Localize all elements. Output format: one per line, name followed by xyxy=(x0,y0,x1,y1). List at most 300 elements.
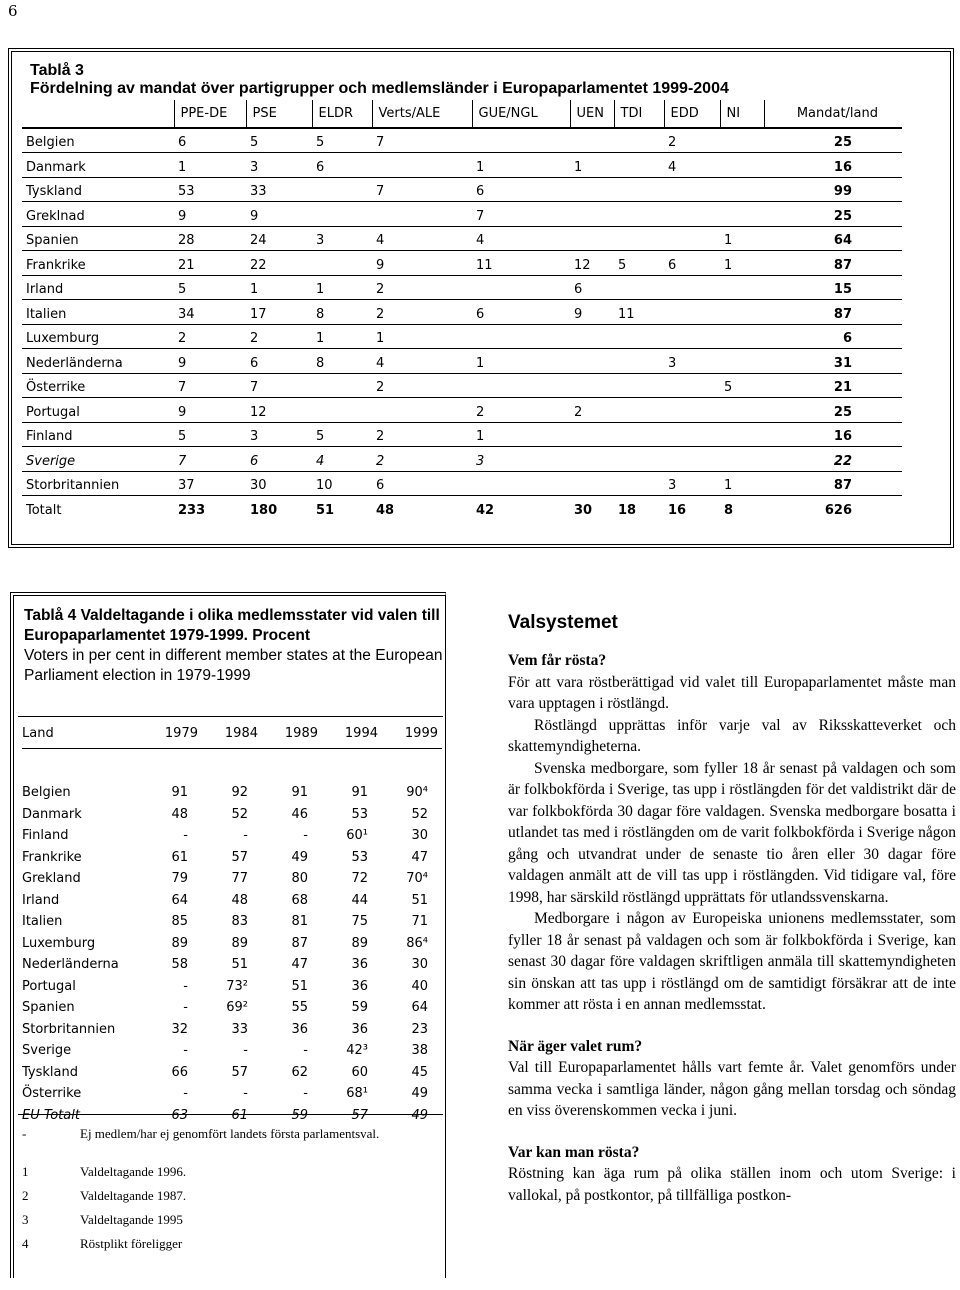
table3-cell xyxy=(570,349,614,374)
table3-cell xyxy=(570,471,614,496)
table3-cell: 22 xyxy=(764,447,902,472)
table3-cell: 5 xyxy=(174,275,246,300)
table3-cell: 6 xyxy=(472,177,570,202)
table3-row xyxy=(22,275,902,300)
table3-cell xyxy=(614,153,664,178)
table4-cell: 86⁴ xyxy=(406,935,428,951)
table4-country: Nederländerna xyxy=(22,957,119,973)
table4-cell: 59 xyxy=(291,1107,308,1123)
table4-country: Belgien xyxy=(22,785,71,801)
table3-cell: 4 xyxy=(472,226,570,251)
table3-cell xyxy=(720,447,764,472)
table3-col-header: UEN xyxy=(570,100,614,128)
table3-cell xyxy=(614,349,664,374)
table3-cell xyxy=(664,300,720,325)
table3-cell: 6 xyxy=(570,275,614,300)
table3-cell: 7 xyxy=(174,447,246,472)
table3-country: Spanien xyxy=(22,226,174,251)
table3-cell: 64 xyxy=(764,226,902,251)
table3-cell: 1 xyxy=(472,422,570,447)
table3-cell: 1 xyxy=(174,153,246,178)
table3-cell: 12 xyxy=(246,398,312,423)
table3-cell: 9 xyxy=(174,202,246,227)
table3-cell xyxy=(720,422,764,447)
table4-cell: 59 xyxy=(351,1000,368,1016)
table4-cell: 91 xyxy=(351,785,368,801)
table4-row xyxy=(22,976,442,998)
table4-cell: 63 xyxy=(171,1107,188,1123)
table3-cell: 34 xyxy=(174,300,246,325)
table4-cell: 60¹ xyxy=(346,828,368,844)
table4-note xyxy=(22,1164,442,1180)
table3-cell: 5 xyxy=(720,373,764,398)
table3-cell: 233 xyxy=(178,503,206,518)
table3-cell xyxy=(664,226,720,251)
table4-title xyxy=(24,606,444,686)
table3-cell xyxy=(614,275,664,300)
table3-col-header: PSE xyxy=(246,100,312,128)
table3-cell: 87 xyxy=(764,300,902,325)
table4-country: Portugal xyxy=(22,978,76,994)
table4-row xyxy=(22,1083,442,1105)
table4-cell: 61 xyxy=(231,1107,248,1123)
table3-cell xyxy=(472,128,570,153)
table4-country: Danmark xyxy=(22,806,82,822)
table4-cell: - xyxy=(243,1043,248,1059)
table3-cell xyxy=(372,153,472,178)
table3-cell xyxy=(570,226,614,251)
table3-label: Tablå 3 xyxy=(30,62,84,79)
table3-cell: 10 xyxy=(312,471,372,496)
table3-cell xyxy=(720,128,764,153)
table3-cell: 1 xyxy=(570,153,614,178)
table3-cell: 16 xyxy=(764,153,902,178)
table4-cell: - xyxy=(243,828,248,844)
table4-spacer xyxy=(22,748,442,782)
table3-cell: 1 xyxy=(246,275,312,300)
table3-row xyxy=(22,373,902,398)
table4-cell: 47 xyxy=(411,849,428,865)
question-when: När äger valet rum? xyxy=(508,1037,643,1055)
table4-turnout xyxy=(22,720,442,1126)
table4-row xyxy=(22,1040,442,1062)
paragraph-5: Val till Europaparlamentet hålls vart femte år. Valet genomförs under samma vecka i samtliga länder, någon gång mellan torsdag och söndag en viss överenskommen vecka i juni. xyxy=(508,1059,956,1119)
table3-cell: 9 xyxy=(174,398,246,423)
table4-cell: - xyxy=(243,1086,248,1102)
table3-cell: 21 xyxy=(764,373,902,398)
section-body xyxy=(508,650,956,1206)
note-marker: - xyxy=(22,1126,27,1141)
table4-note xyxy=(22,1236,442,1252)
table4-cell: 85 xyxy=(171,914,188,930)
table3-cell: 7 xyxy=(246,373,312,398)
table3-row xyxy=(22,202,902,227)
table3-country: Belgien xyxy=(22,128,174,153)
table3-cell xyxy=(570,177,614,202)
table4-cell: 42³ xyxy=(346,1043,368,1059)
table4-cell: 49 xyxy=(411,1107,428,1123)
table3-cell xyxy=(664,324,720,349)
table3-cell: 21 xyxy=(174,251,246,276)
table3-cell: 626 xyxy=(824,503,852,518)
table3-cell: 3 xyxy=(664,349,720,374)
table3-cell: 2 xyxy=(472,398,570,423)
table4-cell: 36 xyxy=(291,1021,308,1037)
table4-col-header: 1979 xyxy=(142,720,202,748)
table3-cell xyxy=(570,324,614,349)
paragraph-2: Röstlängd upprättas inför varje val av Riksskatteverket och skattemyndigheterna. xyxy=(508,716,956,755)
table4-cell: 89 xyxy=(171,935,188,951)
table4-cell: 49 xyxy=(411,1086,428,1102)
table4-cell: 52 xyxy=(231,806,248,822)
table4-cell: - xyxy=(303,1043,308,1059)
note-marker: 1 xyxy=(22,1164,29,1179)
table4-cell: 58 xyxy=(171,957,188,973)
table4-country: Spanien xyxy=(22,1000,75,1016)
table4-cell: 23 xyxy=(411,1021,428,1037)
table4-cell: - xyxy=(183,1043,188,1059)
table3-cell: 25 xyxy=(764,398,902,423)
table3-cell: 30 xyxy=(574,503,593,518)
table3-cell: 2 xyxy=(372,275,472,300)
table3-cell xyxy=(664,373,720,398)
table4-col-header: Land xyxy=(22,720,142,748)
note-text: Valdeltagande 1996. xyxy=(80,1164,187,1179)
table4-cell: 79 xyxy=(171,871,188,887)
table4-country: Storbritannien xyxy=(22,1021,116,1037)
note-marker: 4 xyxy=(22,1236,29,1251)
table3-cell: 16 xyxy=(764,422,902,447)
table3-cell xyxy=(570,373,614,398)
table4-row xyxy=(22,954,442,976)
table3-country: Finland xyxy=(22,422,174,447)
table4-cell: 57 xyxy=(231,849,248,865)
table3-cell xyxy=(614,422,664,447)
table3-cell xyxy=(720,300,764,325)
table3-cell: 6 xyxy=(764,324,902,349)
note-text: Ej medlem/har ej genomfört landets första parlamentsval. xyxy=(80,1126,380,1141)
table3-cell xyxy=(614,226,664,251)
table3-cell: 2 xyxy=(664,128,720,153)
table4-cell: 57 xyxy=(351,1107,368,1123)
table3-cell: 3 xyxy=(246,422,312,447)
table3-cell xyxy=(614,447,664,472)
paragraph-4: Medborgare i någon av Europeiska unionens medlemsstater, som fyller 18 år senast på valdagen och som är folkbokförda i Sverige, kan senast 30 dagar före valdagen skriftligen anmäla till skattemyndigheten sin önskan att tas upp i röstlängd om de samtidigt försäkrar att de inte kommer att rösta i en annan medlemsstat. xyxy=(508,910,956,1013)
table4-cell: 36 xyxy=(351,978,368,994)
table3-cell xyxy=(720,275,764,300)
table4-cell: 64 xyxy=(411,1000,428,1016)
table3-cell xyxy=(720,177,764,202)
table4-cell: 30 xyxy=(411,828,428,844)
table3-cell: 6 xyxy=(174,128,246,153)
table4-cell: 60 xyxy=(351,1064,368,1080)
table3-country: Sverige xyxy=(22,447,174,472)
table3-cell: 8 xyxy=(312,349,372,374)
table3-col-header: ELDR xyxy=(312,100,372,128)
table3-cell xyxy=(614,128,664,153)
table3-country: Frankrike xyxy=(22,251,174,276)
table3-col-header: TDI xyxy=(614,100,664,128)
table3-cell xyxy=(720,153,764,178)
table3-cell: 4 xyxy=(312,447,372,472)
section-heading: Valsystemet xyxy=(508,612,618,633)
table3-cell xyxy=(372,398,472,423)
paragraph-1: För att vara röstberättigad vid valet till Europaparlamentet måste man vara upptagen i röstlängd. xyxy=(508,673,956,712)
table3-cell: 1 xyxy=(720,471,764,496)
table4-cell: 68¹ xyxy=(346,1086,368,1102)
table4-cell: - xyxy=(183,1086,188,1102)
table4-country: EU Totalt xyxy=(22,1107,80,1123)
table3-cell: 7 xyxy=(372,177,472,202)
table3-cell: 37 xyxy=(174,471,246,496)
table3-cell: 3 xyxy=(246,153,312,178)
table3-cell: 5 xyxy=(246,128,312,153)
table3-cell: 8 xyxy=(724,503,734,518)
table3-row xyxy=(22,496,902,521)
table3-cell xyxy=(720,324,764,349)
table4-cell: 69² xyxy=(226,1000,248,1016)
table3-row xyxy=(22,447,902,472)
table3-cell xyxy=(570,447,614,472)
note-marker: 3 xyxy=(22,1212,29,1227)
table3-cell: 12 xyxy=(570,251,614,276)
table4-cell: 89 xyxy=(231,935,248,951)
table3-country: Danmark xyxy=(22,153,174,178)
table4-cell: 52 xyxy=(411,806,428,822)
table3-country: Nederländerna xyxy=(22,349,174,374)
table4-row xyxy=(22,782,442,804)
table4-cell: 51 xyxy=(291,978,308,994)
table3-cell: 9 xyxy=(174,349,246,374)
table4-cell: 72 xyxy=(351,871,368,887)
table3-row xyxy=(22,471,902,496)
table4-col-header: 1989 xyxy=(262,720,322,748)
table3-col-header: Mandat/land xyxy=(764,100,902,128)
table4-cell: 73² xyxy=(226,978,248,994)
table4-note xyxy=(22,1212,442,1228)
table3-cell xyxy=(664,398,720,423)
table3-cell: 6 xyxy=(472,300,570,325)
table4-cell: 70⁴ xyxy=(406,871,428,887)
table3-cell: 51 xyxy=(316,503,335,518)
table3-col-header: EDD xyxy=(664,100,720,128)
table3-cell xyxy=(664,447,720,472)
table3-row xyxy=(22,324,902,349)
table3-cell: 5 xyxy=(174,422,246,447)
table3-cell: 16 xyxy=(668,503,687,518)
table3-cell: 2 xyxy=(372,300,472,325)
table4-row xyxy=(22,997,442,1019)
table3-cell: 1 xyxy=(720,251,764,276)
table3-cell: 11 xyxy=(614,300,664,325)
table3-cell xyxy=(570,128,614,153)
table3-cell: 2 xyxy=(372,447,472,472)
table4-cell: 61 xyxy=(171,849,188,865)
table3-cell xyxy=(664,202,720,227)
table3-cell: 8 xyxy=(312,300,372,325)
table4-cell: 51 xyxy=(231,957,248,973)
table4-cell: - xyxy=(183,828,188,844)
table4-row xyxy=(22,804,442,826)
table4-cell: - xyxy=(183,978,188,994)
note-text: Valdeltagande 1987. xyxy=(80,1188,187,1203)
note-text: Valdeltagande 1995 xyxy=(80,1212,183,1227)
table3-country: Portugal xyxy=(22,398,174,423)
table4-country: Frankrike xyxy=(22,849,82,865)
table4-divider xyxy=(18,716,443,717)
table4-cell: 53 xyxy=(351,806,368,822)
table3-cell: 1 xyxy=(312,324,372,349)
table3-cell: 6 xyxy=(664,251,720,276)
table3-cell xyxy=(472,373,570,398)
table4-row xyxy=(22,890,442,912)
table3-col-header: Verts/ALE xyxy=(372,100,472,128)
table3-country: Totalt xyxy=(26,503,62,518)
table3-cell xyxy=(570,422,614,447)
table3-cell: 6 xyxy=(246,349,312,374)
table3-cell: 48 xyxy=(376,503,395,518)
table3-cell: 22 xyxy=(246,251,312,276)
table3-cell xyxy=(614,202,664,227)
table4-cell: 92 xyxy=(231,785,248,801)
table4-title-english: Voters in per cent in different member states at the European Parliament election in 1979-1999 xyxy=(24,647,443,684)
table4-row xyxy=(22,847,442,869)
table3-row xyxy=(22,251,902,276)
table3-cell: 15 xyxy=(764,275,902,300)
table3-cell: 87 xyxy=(764,251,902,276)
table3-country: Irland xyxy=(22,275,174,300)
table4-note xyxy=(22,1126,442,1142)
table3-cell: 30 xyxy=(246,471,312,496)
table4-cell: 75 xyxy=(351,914,368,930)
table4-cell: 91 xyxy=(291,785,308,801)
table4-cell: 87 xyxy=(291,935,308,951)
table3-cell: 7 xyxy=(372,128,472,153)
table4-row xyxy=(22,1105,442,1127)
table4-cell: 30 xyxy=(411,957,428,973)
table4-cell: 36 xyxy=(351,1021,368,1037)
table3-cell: 3 xyxy=(472,447,570,472)
table4-cell: 45 xyxy=(411,1064,428,1080)
table3-cell: 2 xyxy=(372,373,472,398)
table4-country: Grekland xyxy=(22,871,81,887)
table3-row xyxy=(22,398,902,423)
table3-cell xyxy=(472,275,570,300)
table4-cell: 66 xyxy=(171,1064,188,1080)
table3-cell: 1 xyxy=(472,349,570,374)
table3-cell: 4 xyxy=(372,349,472,374)
table4-col-header: 1994 xyxy=(322,720,382,748)
table4-row xyxy=(22,933,442,955)
table3-country: Tyskland xyxy=(22,177,174,202)
table3-cell: 9 xyxy=(246,202,312,227)
table3-cell: 18 xyxy=(618,503,637,518)
table3-cell xyxy=(614,398,664,423)
paragraph-3: Svenska medborgare, som fyller 18 år senast på valdagen och som är folkbokförda i Sverige, tas upp i röstlängden för det valdistrikt där de var folkbokförda 30 dagar före valdagen. Svenska medborgare bosatta i utlandet tas med i röstlängden om de varit folkbokförda i Sverige någon gång och utvandrat under de senaste tio åren eller 30 dagar före valdagen anmält att de vill tas upp i röstlängden. Vid tidigare val, före 1998, har särskild röstlängd upprättats för utlandssvenskarna. xyxy=(508,759,956,906)
table4-row xyxy=(22,1062,442,1084)
table3-cell: 6 xyxy=(372,471,472,496)
table4-country: Österrike xyxy=(22,1086,82,1102)
page-number: 6 xyxy=(8,2,18,20)
table4-header-row xyxy=(22,720,442,748)
table3-cell: 5 xyxy=(312,422,372,447)
table4-country: Italien xyxy=(22,914,63,930)
table3-title: Fördelning av mandat över partigrupper och medlemsländer i Europaparlamentet 1999-2004 xyxy=(30,80,729,97)
table4-cell: 38 xyxy=(411,1043,428,1059)
table3-cell xyxy=(664,177,720,202)
table4-col-header: 1984 xyxy=(202,720,262,748)
table4-cell: 83 xyxy=(231,914,248,930)
table3-cell xyxy=(664,422,720,447)
table3-cell: 180 xyxy=(250,503,278,518)
table3-col-header xyxy=(22,100,174,128)
table3-cell: 2 xyxy=(174,324,246,349)
table3-cell xyxy=(614,471,664,496)
table3-cell xyxy=(720,202,764,227)
table3-cell: 2 xyxy=(570,398,614,423)
table4-cell: 89 xyxy=(351,935,368,951)
table4-country: Finland xyxy=(22,828,69,844)
table3-col-header: PPE-DE xyxy=(174,100,246,128)
table3-cell: 4 xyxy=(664,153,720,178)
table4-cell: 53 xyxy=(351,849,368,865)
table4-title-bold: Tablå 4 Valdeltagande i olika medlemsstater vid valen till Europaparlamentet 1979-1999. Procent xyxy=(24,607,440,644)
table3-cell xyxy=(720,349,764,374)
table3-cell: 2 xyxy=(246,324,312,349)
table3-cell: 24 xyxy=(246,226,312,251)
table3-cell xyxy=(472,324,570,349)
table4-cell: - xyxy=(183,1000,188,1016)
table4-cell: 91 xyxy=(171,785,188,801)
table3-row xyxy=(22,153,902,178)
table3-cell xyxy=(664,275,720,300)
table3-cell: 2 xyxy=(372,422,472,447)
table3-cell xyxy=(312,373,372,398)
table4-cell: 64 xyxy=(171,892,188,908)
table3-cell: 25 xyxy=(764,202,902,227)
table3-cell: 1 xyxy=(312,275,372,300)
table3-header-row xyxy=(22,100,902,128)
table4-cell: 48 xyxy=(171,806,188,822)
table4-notes-divider xyxy=(18,1114,443,1115)
table3-cell: 1 xyxy=(372,324,472,349)
table3-country: Luxemburg xyxy=(22,324,174,349)
table3-cell: 1 xyxy=(720,226,764,251)
table4-row xyxy=(22,825,442,847)
table3-country: Storbritannien xyxy=(22,471,174,496)
table4-cell: 77 xyxy=(231,871,248,887)
table4-row xyxy=(22,868,442,890)
table3-row xyxy=(22,349,902,374)
table4-row xyxy=(22,1019,442,1041)
table4-country: Sverige xyxy=(22,1043,72,1059)
table3-cell: 5 xyxy=(614,251,664,276)
table3-cell: 7 xyxy=(174,373,246,398)
table3-row xyxy=(22,422,902,447)
table3-cell xyxy=(312,202,372,227)
table3-cell xyxy=(312,177,372,202)
table3-cell: 99 xyxy=(764,177,902,202)
table3-cell xyxy=(614,177,664,202)
table3-cell xyxy=(570,202,614,227)
paragraph-6: Röstning kan äga rum på olika ställen inom och utom Sverige: i vallokal, på postkontor, på tillfälliga postkon- xyxy=(508,1165,956,1204)
table4-cell: 81 xyxy=(291,914,308,930)
table3-cell: 3 xyxy=(664,471,720,496)
table4-cell: 55 xyxy=(291,1000,308,1016)
table4-cell: 33 xyxy=(231,1021,248,1037)
table3-cell: 87 xyxy=(764,471,902,496)
table4-cell: - xyxy=(303,828,308,844)
